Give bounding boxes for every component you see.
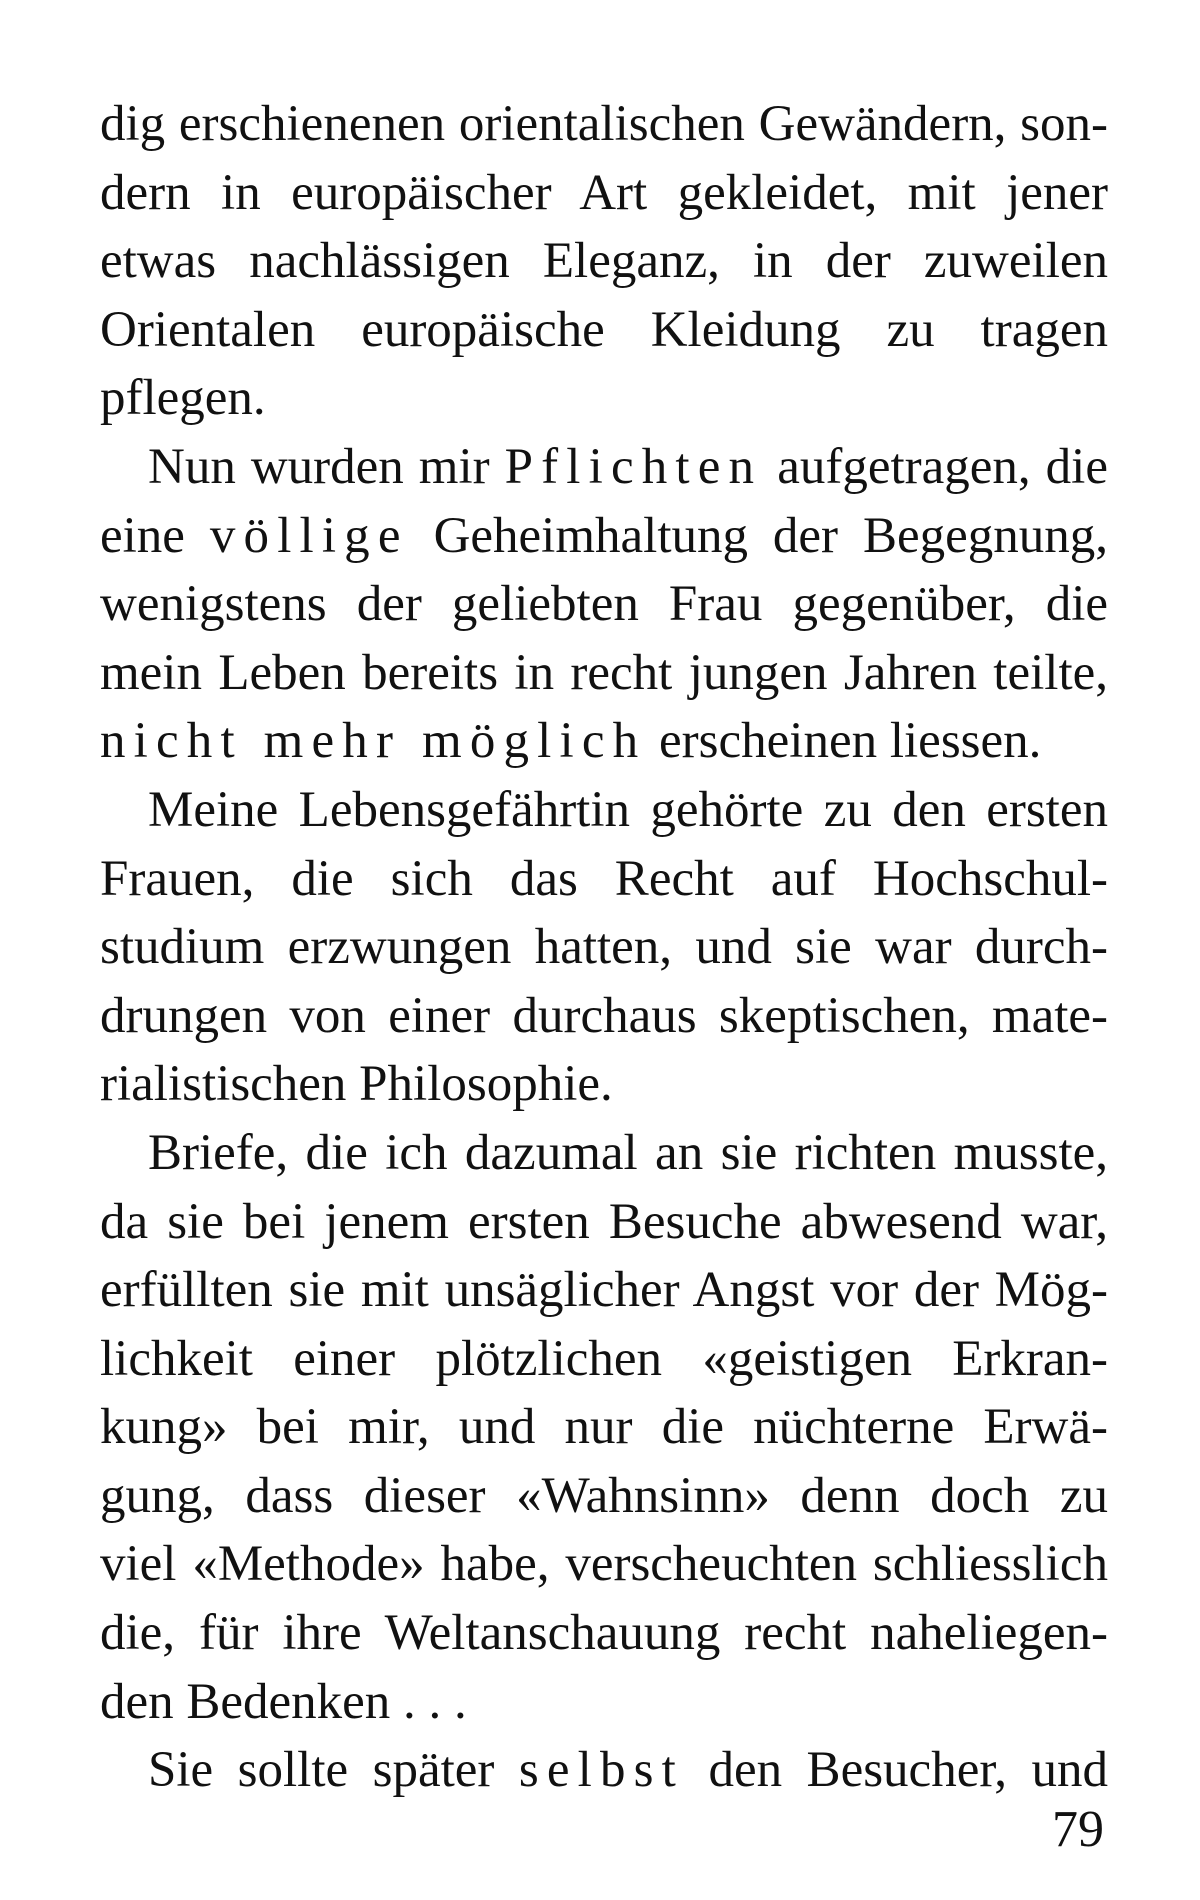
text-line: pflegen. (100, 370, 266, 427)
text-line: etwas nachlässigen Eleganz, in der zuweilen (100, 233, 1108, 290)
text-line: rialistischen Philosophie. (100, 1056, 613, 1113)
text-run: aufgetragen, die (762, 438, 1108, 495)
emphasized-text: völlige (209, 507, 409, 564)
text-line: erfüllten sie mit unsäglicher Angst vor der Mög- (100, 1262, 1108, 1319)
text-line: studium erzwungen hatten, und sie war durch- (100, 919, 1108, 976)
text-line: da sie bei jenem ersten Besuche abwesend war, (100, 1193, 1108, 1250)
text-run: den Besucher, und (683, 1742, 1108, 1799)
text-line: Briefe, die ich dazumal an sie richten musste, (148, 1124, 1108, 1181)
text-line: Frauen, die sich das Recht auf Hochschul- (100, 850, 1108, 907)
text-line: wenigstens der geliebten Frau gegenüber, die (100, 576, 1108, 633)
text-line: Orientalen europäische Kleidung zu tragen (100, 301, 1108, 358)
text-line: die, für ihre Weltanschauung recht naheliegen- (100, 1605, 1108, 1662)
text-line: den Bedenken . . . (100, 1673, 467, 1730)
emphasized-text: nicht mehr möglich (100, 713, 647, 770)
text-line: gung, dass dieser «Wahnsinn» denn doch zu (100, 1467, 1108, 1524)
text-run: eine (100, 507, 210, 564)
emphasized-text: selbst (518, 1742, 684, 1799)
text-line: dern in europäischer Art gekleidet, mit jener (100, 164, 1108, 221)
text-line: dig erschienenen orientalischen Gewändern, son- (100, 96, 1108, 152)
text-line: drungen von einer durchaus skeptischen, mate- (100, 987, 1108, 1044)
body-text (100, 90, 1108, 1805)
text-run: Geheimhaltung der Begegnung, (408, 507, 1108, 564)
text-line: Meine Lebensgefährtin gehörte zu den ersten (148, 781, 1108, 838)
text-line: viel «Methode» habe, verscheuchten schliesslich (100, 1536, 1108, 1593)
page-number: 79 (1052, 1801, 1104, 1858)
text-line (100, 502, 1108, 571)
text-run: Nun wurden mir (148, 438, 505, 495)
text-line (100, 707, 1108, 776)
text-run: erscheinen liessen. (646, 713, 1042, 770)
text-line: lichkeit einer plötzlichen «geistigen Erkran- (100, 1330, 1108, 1387)
text-line: mein Leben bereits in recht jungen Jahren teilte, (100, 644, 1108, 701)
text-line (100, 1736, 1108, 1805)
text-line (100, 433, 1108, 502)
text-run: Sie sollte später (148, 1742, 519, 1799)
emphasized-text: Pflichten (504, 438, 763, 495)
text-line: kung» bei mir, und nur die nüchterne Erwä- (100, 1399, 1108, 1456)
